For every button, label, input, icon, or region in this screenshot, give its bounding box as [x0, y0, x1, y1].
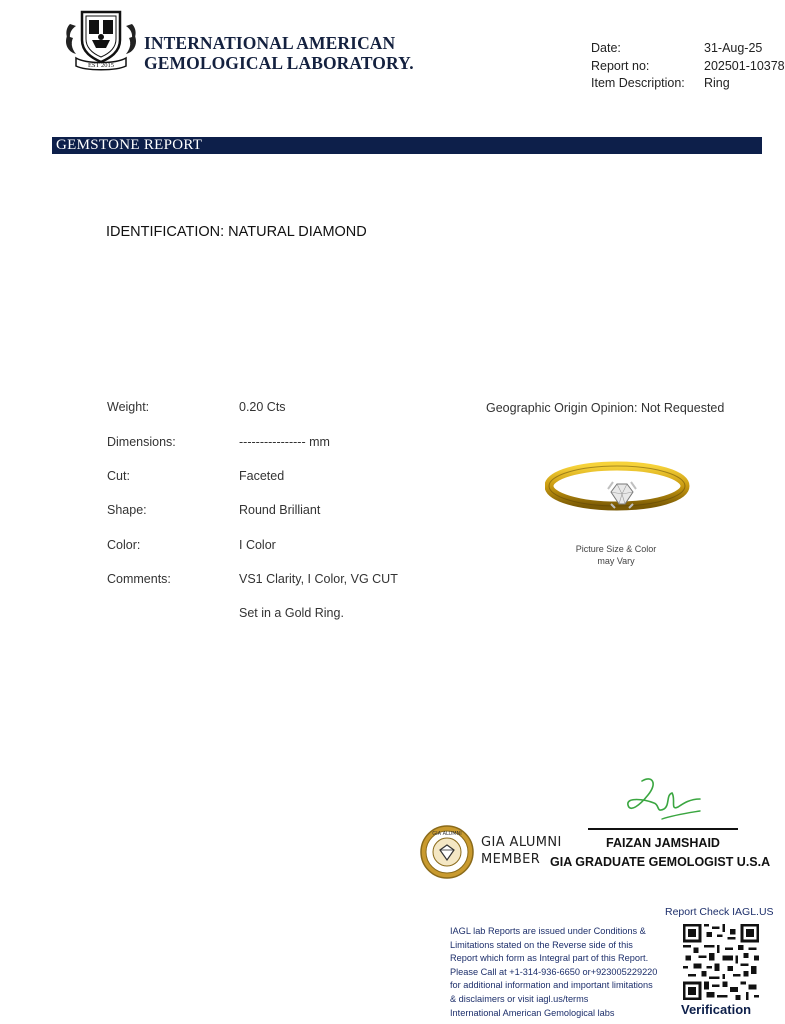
identification: IDENTIFICATION: NATURAL DIAMOND — [106, 224, 367, 240]
signature-image — [622, 773, 704, 825]
lab-name-line1: INTERNATIONAL AMERICAN — [144, 33, 396, 53]
detail-value: I Color — [239, 538, 276, 552]
report-check-link[interactable]: Report Check IAGL.US — [665, 906, 774, 918]
report-meta — [591, 40, 785, 93]
gia-alumni-line1: GIA ALUMNI — [481, 835, 562, 850]
lab-crest-logo — [62, 6, 140, 72]
item-description-value: Ring — [704, 76, 730, 90]
detail-label: Shape: — [107, 503, 147, 517]
disclaimer-line: & disclaimers or visit iagl.us/terms — [450, 993, 589, 1004]
report-title-banner: GEMSTONE REPORT — [52, 137, 762, 154]
crest-est-text: EST 2015 — [87, 62, 115, 69]
verification-label: Verification — [681, 1002, 752, 1017]
detail-value: Faceted — [239, 469, 285, 483]
detail-value: Set in a Gold Ring. — [239, 606, 344, 620]
geographic-origin: Geographic Origin Opinion: Not Requested — [486, 401, 725, 415]
date-value: 31-Aug-25 — [704, 41, 763, 55]
disclaimer-line: for additional information and important limitations — [450, 980, 653, 991]
picture-caption-line2: may Vary — [597, 556, 635, 566]
picture-caption — [560, 543, 672, 567]
report-no-value: 202501-10378 — [704, 58, 785, 73]
detail-label: Cut: — [107, 469, 130, 483]
gia-alumni-line2: MEMBER — [481, 852, 541, 867]
detail-label: Weight: — [107, 400, 150, 414]
disclaimer-line: Limitations stated on the Reverse side of this — [450, 939, 633, 950]
report-no-label: Report no: — [591, 58, 650, 73]
gia-alumni-seal — [419, 824, 475, 880]
detail-value: Round Brilliant — [239, 503, 321, 517]
disclaimer-line: IAGL lab Reports are issued under Conditions & — [450, 926, 646, 936]
detail-value: ---------------- mm — [239, 435, 330, 449]
disclaimer-line: Please Call at +1-314-936-6650 or+923005229220 — [450, 966, 658, 977]
detail-value: VS1 Clarity, I Color, VG CUT — [239, 572, 398, 586]
disclaimer — [450, 925, 657, 1020]
signatory-title: GIA GRADUATE GEMOLOGIST U.S.A — [550, 855, 771, 869]
detail-label: Dimensions: — [107, 435, 176, 449]
picture-caption-line1: Picture Size & Color — [575, 544, 657, 554]
date-label: Date: — [591, 41, 621, 55]
lab-name — [144, 33, 414, 73]
detail-label: Color: — [107, 538, 141, 552]
verification-qr-code[interactable] — [683, 924, 759, 1000]
item-description-label: Item Description: — [591, 76, 685, 90]
signatory-name: FAIZAN JAMSHAID — [606, 836, 720, 850]
ring-photo — [545, 458, 690, 538]
lab-name-line2: GEMOLOGICAL LABORATORY. — [144, 53, 414, 73]
gia-alumni-label — [481, 834, 562, 868]
signature-line — [588, 828, 738, 830]
detail-value: 0.20 Cts — [239, 400, 286, 414]
detail-label: Comments: — [107, 572, 171, 586]
disclaimer-line: International American Gemological labs — [450, 1007, 615, 1018]
gia-seal-text: GIA ALUMNI — [432, 831, 462, 837]
disclaimer-line: Report which form as Integral part of this Report. — [450, 953, 649, 964]
